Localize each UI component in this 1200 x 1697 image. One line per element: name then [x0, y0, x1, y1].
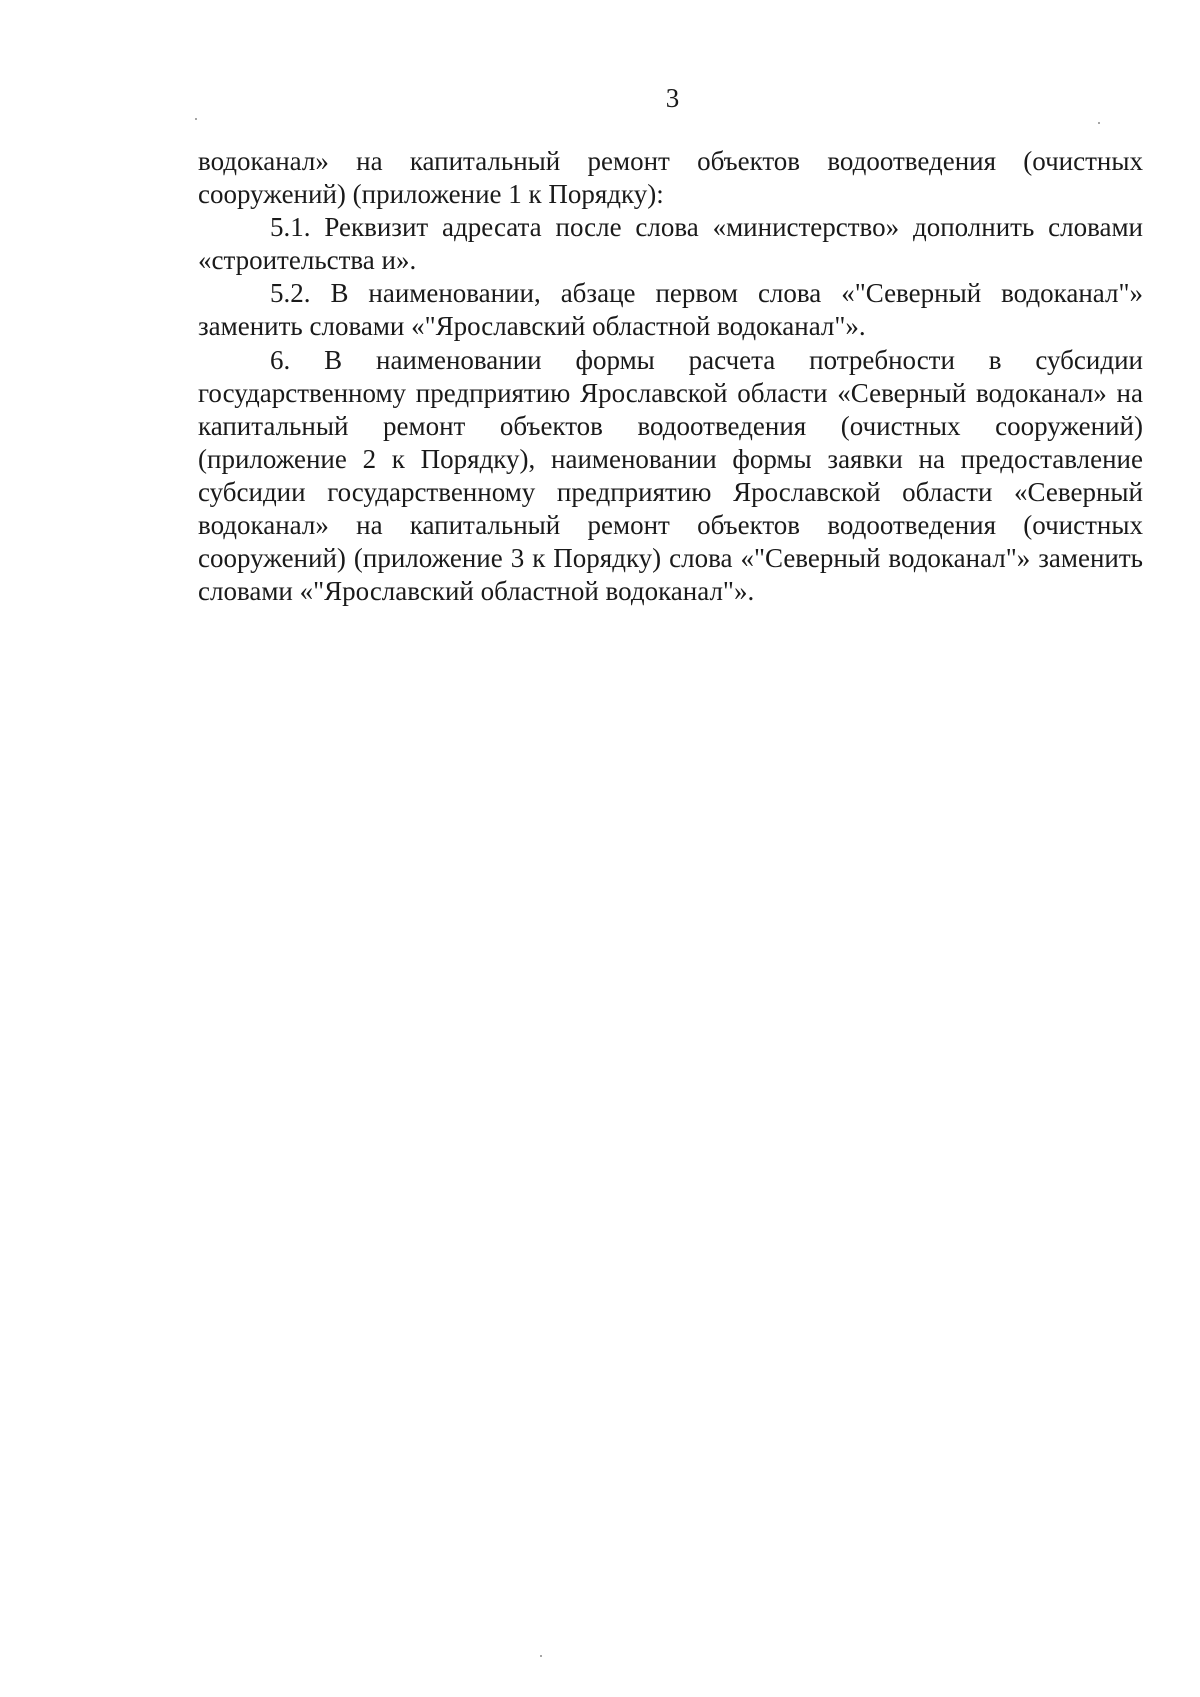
- page-number: 3: [665, 83, 680, 113]
- paragraph-item-6: 6. В наименовании формы расчета потребности в субсидии государственному предприятию Ярославской области «Северный водоканал» на капитальный ремонт объектов водоотведения (очистных сооружений) (приложение 2 к Порядку), наименовании формы заявки на предоставление субсидии государственному предприятию Ярославской области «Северный водоканал» на капитальный ремонт объектов водоотведения (очистных сооружений) (приложение 3 к Порядку) слова «"Северный водоканал"» заменить словами «"Ярославский областной водоканал"».: [198, 344, 1143, 607]
- paragraph-item-5-2: 5.2. В наименовании, абзаце первом слова «"Северный водоканал"» заменить словами «"Ярославский областной водоканал"».: [198, 278, 1143, 342]
- paragraph-continuation: водоканал» на капитальный ремонт объектов водоотведения (очистных сооружений) (приложение 1 к Порядку):: [198, 146, 1143, 210]
- scan-mark: [1098, 122, 1100, 124]
- paragraph-item-5-1: 5.1. Реквизит адресата после слова «министерство» дополнить словами «строительства и».: [198, 212, 1143, 276]
- scan-mark: [540, 1655, 542, 1657]
- document-body: [198, 145, 1143, 608]
- scan-mark: [195, 118, 197, 120]
